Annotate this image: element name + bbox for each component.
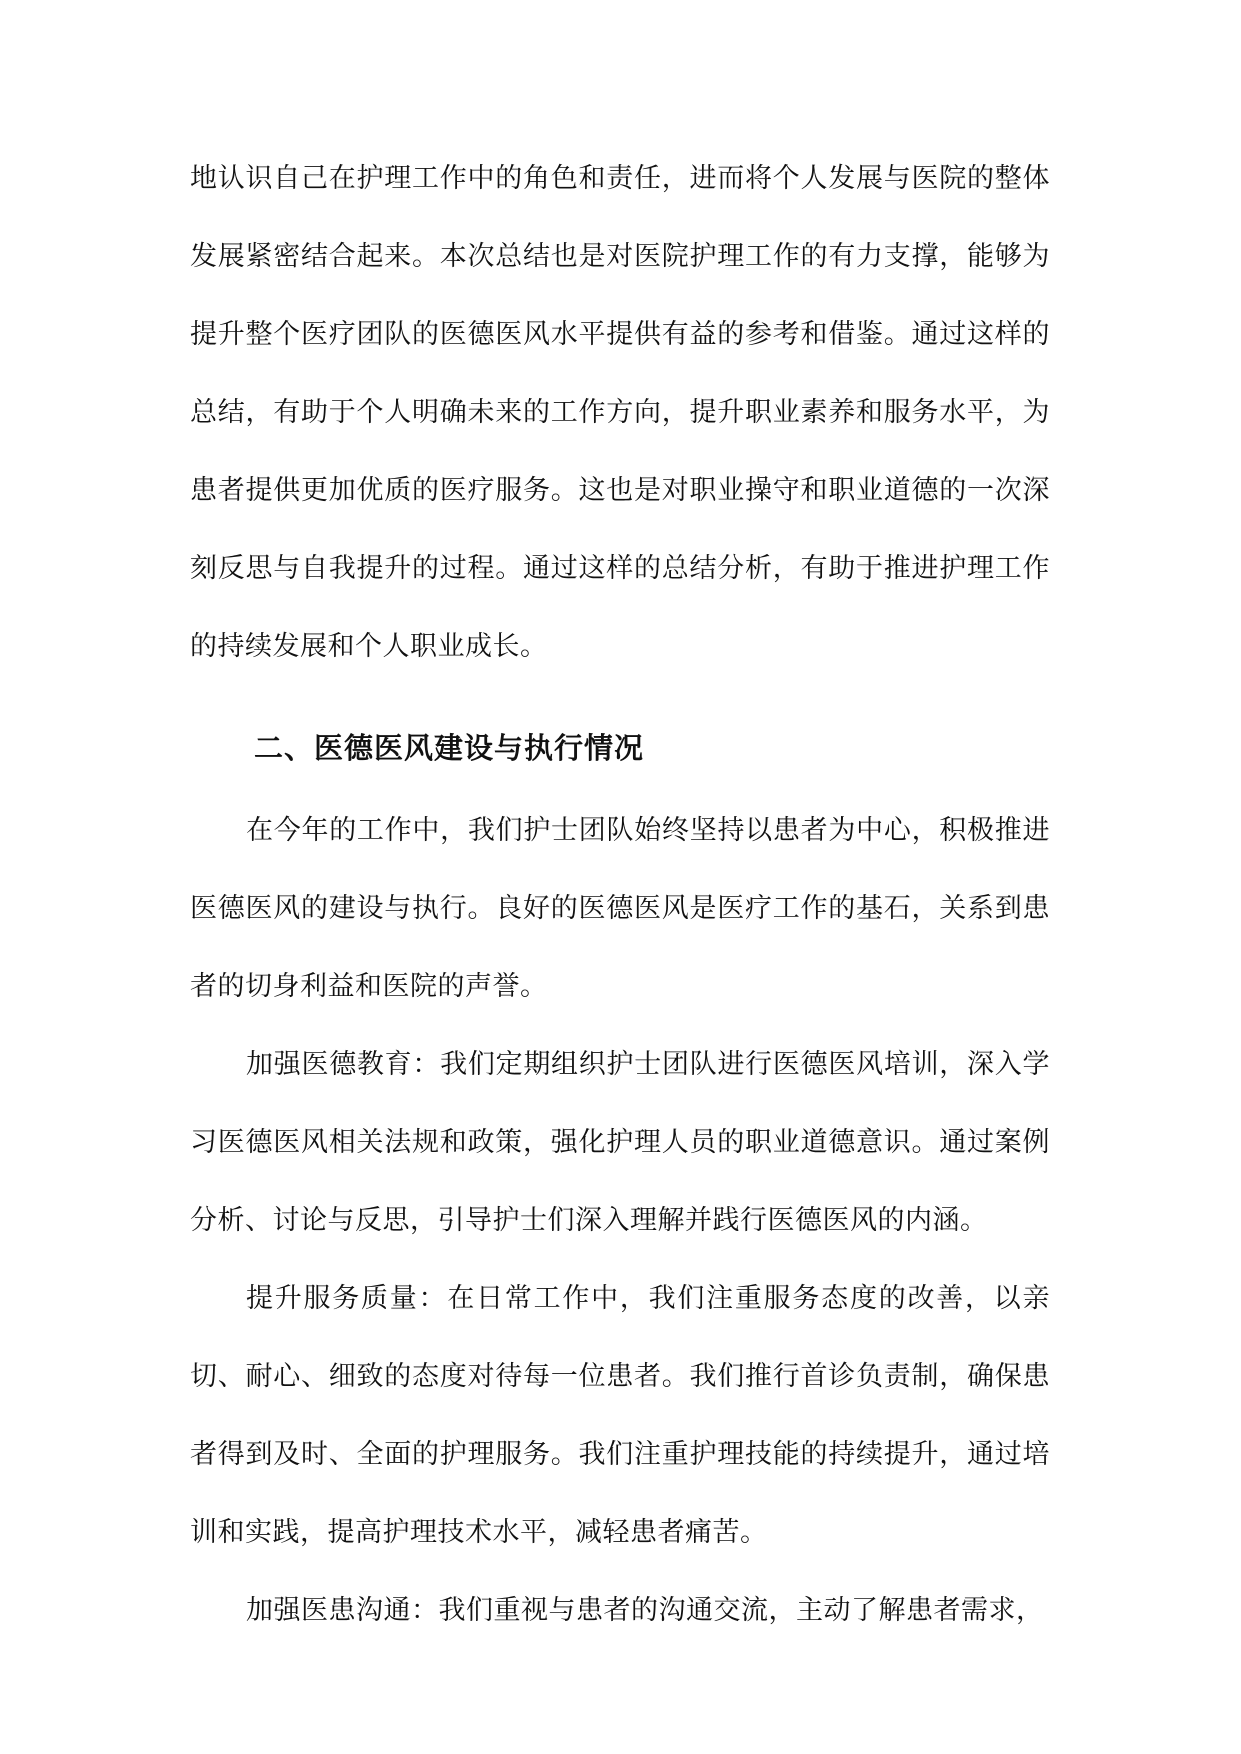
document-page [190, 140, 1050, 1650]
paragraph-service-quality: 提升服务质量：在日常工作中，我们注重服务态度的改善，以亲切、耐心、细致的态度对待每一位患者。我们推行首诊负责制，确保患者得到及时、全面的护理服务。我们注重护理技能的持续提升，通过培训和实践，提高护理技术水平，减轻患者痛苦。 [190, 1283, 1050, 1548]
section-heading: 二、医德医风建设与执行情况 [254, 731, 645, 765]
paragraph-communication: 加强医患沟通：我们重视与患者的沟通交流，主动了解患者需求， [246, 1595, 1044, 1626]
paragraph-ethics-education: 加强医德教育：我们定期组织护士团队进行医德医风培训，深入学习医德医风相关法规和政策，强化护理人员的职业道德意识。通过案例分析、讨论与反思，引导护士们深入理解并践行医德医风的内涵。 [190, 1049, 1050, 1236]
paragraph-continuation: 地认识自己在护理工作中的角色和责任，进而将个人发展与医院的整体发展紧密结合起来。本次总结也是对医院护理工作的有力支撑，能够为提升整个医疗团队的医德医风水平提供有益的参考和借鉴。通过这样的总结，有助于个人明确未来的工作方向，提升职业素养和服务水平，为患者提供更加优质的医疗服务。这也是对职业操守和职业道德的一次深刻反思与自我提升的过程。通过这样的总结分析，有助于推进护理工作的持续发展和个人职业成长。 [190, 163, 1050, 662]
paragraph-intro: 在今年的工作中，我们护士团队始终坚持以患者为中心，积极推进医德医风的建设与执行。良好的医德医风是医疗工作的基石，关系到患者的切身利益和医院的声誉。 [190, 815, 1050, 1002]
